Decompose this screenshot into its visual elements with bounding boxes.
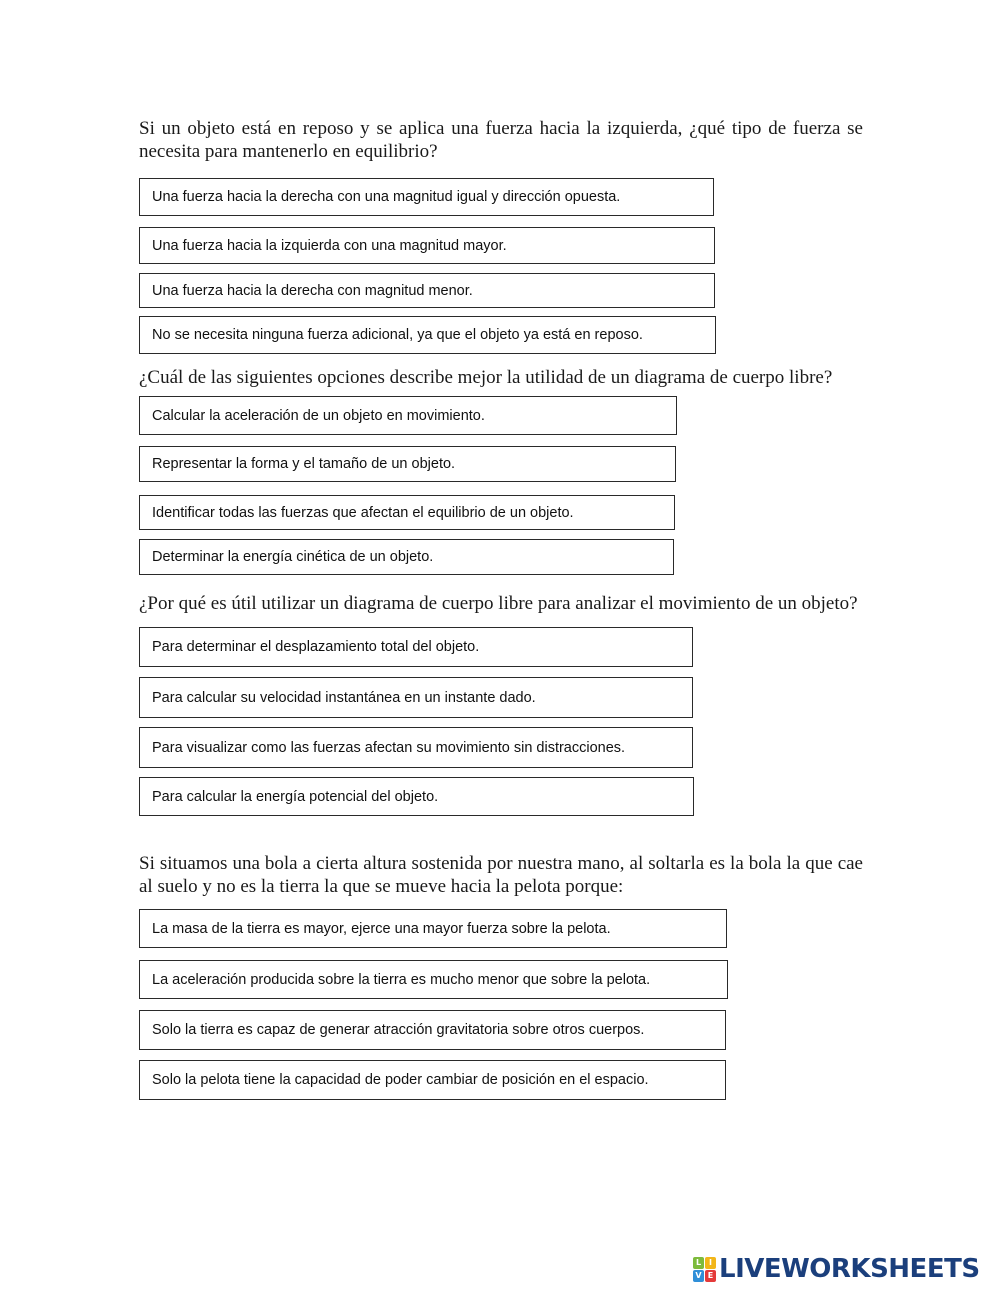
- question-4-option-1[interactable]: La masa de la tierra es mayor, ejerce una mayor fuerza sobre la pelota.: [139, 909, 727, 948]
- question-1-option-1[interactable]: Una fuerza hacia la derecha con una magnitud igual y dirección opuesta.: [139, 178, 714, 216]
- question-1-option-2[interactable]: Una fuerza hacia la izquierda con una magnitud mayor.: [139, 227, 715, 264]
- question-3-option-3[interactable]: Para visualizar como las fuerzas afectan su movimiento sin distracciones.: [139, 727, 693, 768]
- question-3-text: ¿Por qué es útil utilizar un diagrama de cuerpo libre para analizar el movimiento de un objeto?: [139, 593, 858, 614]
- logo-tile: L: [693, 1257, 704, 1269]
- logo-tiles-icon: [693, 1257, 716, 1282]
- question-1-option-4[interactable]: No se necesita ninguna fuerza adicional, ya que el objeto ya está en reposo.: [139, 316, 716, 354]
- question-1-option-3[interactable]: Una fuerza hacia la derecha con magnitud menor.: [139, 273, 715, 308]
- question-4-text: Si situamos una bola a cierta altura sostenida por nuestra mano, al soltarla es la bola la que cae al suelo y no es la tierra la que se mueve hacia la pelota porque:: [139, 853, 863, 897]
- logo-tile: I: [705, 1257, 716, 1269]
- question-2-option-4[interactable]: Determinar la energía cinética de un objeto.: [139, 539, 674, 575]
- question-3-option-1[interactable]: Para determinar el desplazamiento total del objeto.: [139, 627, 693, 667]
- question-3-option-2[interactable]: Para calcular su velocidad instantánea en un instante dado.: [139, 677, 693, 718]
- liveworksheets-logo: [693, 1254, 980, 1284]
- question-1-text: Si un objeto está en reposo y se aplica una fuerza hacia la izquierda, ¿qué tipo de fuerza se necesita para mantenerlo en equilibrio?: [139, 118, 863, 162]
- question-2-option-2[interactable]: Representar la forma y el tamaño de un objeto.: [139, 446, 676, 482]
- question-3-option-4[interactable]: Para calcular la energía potencial del objeto.: [139, 777, 694, 816]
- question-2-text: ¿Cuál de las siguientes opciones describe mejor la utilidad de un diagrama de cuerpo libre?: [139, 367, 833, 388]
- logo-text: LIVEWORKSHEETS: [719, 1254, 980, 1284]
- question-4-option-4[interactable]: Solo la pelota tiene la capacidad de poder cambiar de posición en el espacio.: [139, 1060, 726, 1100]
- question-2-option-1[interactable]: Calcular la aceleración de un objeto en movimiento.: [139, 396, 677, 435]
- question-2-option-3[interactable]: Identificar todas las fuerzas que afectan el equilibrio de un objeto.: [139, 495, 675, 530]
- logo-tile: V: [693, 1270, 704, 1282]
- question-4-option-3[interactable]: Solo la tierra es capaz de generar atracción gravitatoria sobre otros cuerpos.: [139, 1010, 726, 1050]
- question-4-option-2[interactable]: La aceleración producida sobre la tierra es mucho menor que sobre la pelota.: [139, 960, 728, 999]
- logo-tile: E: [705, 1270, 716, 1282]
